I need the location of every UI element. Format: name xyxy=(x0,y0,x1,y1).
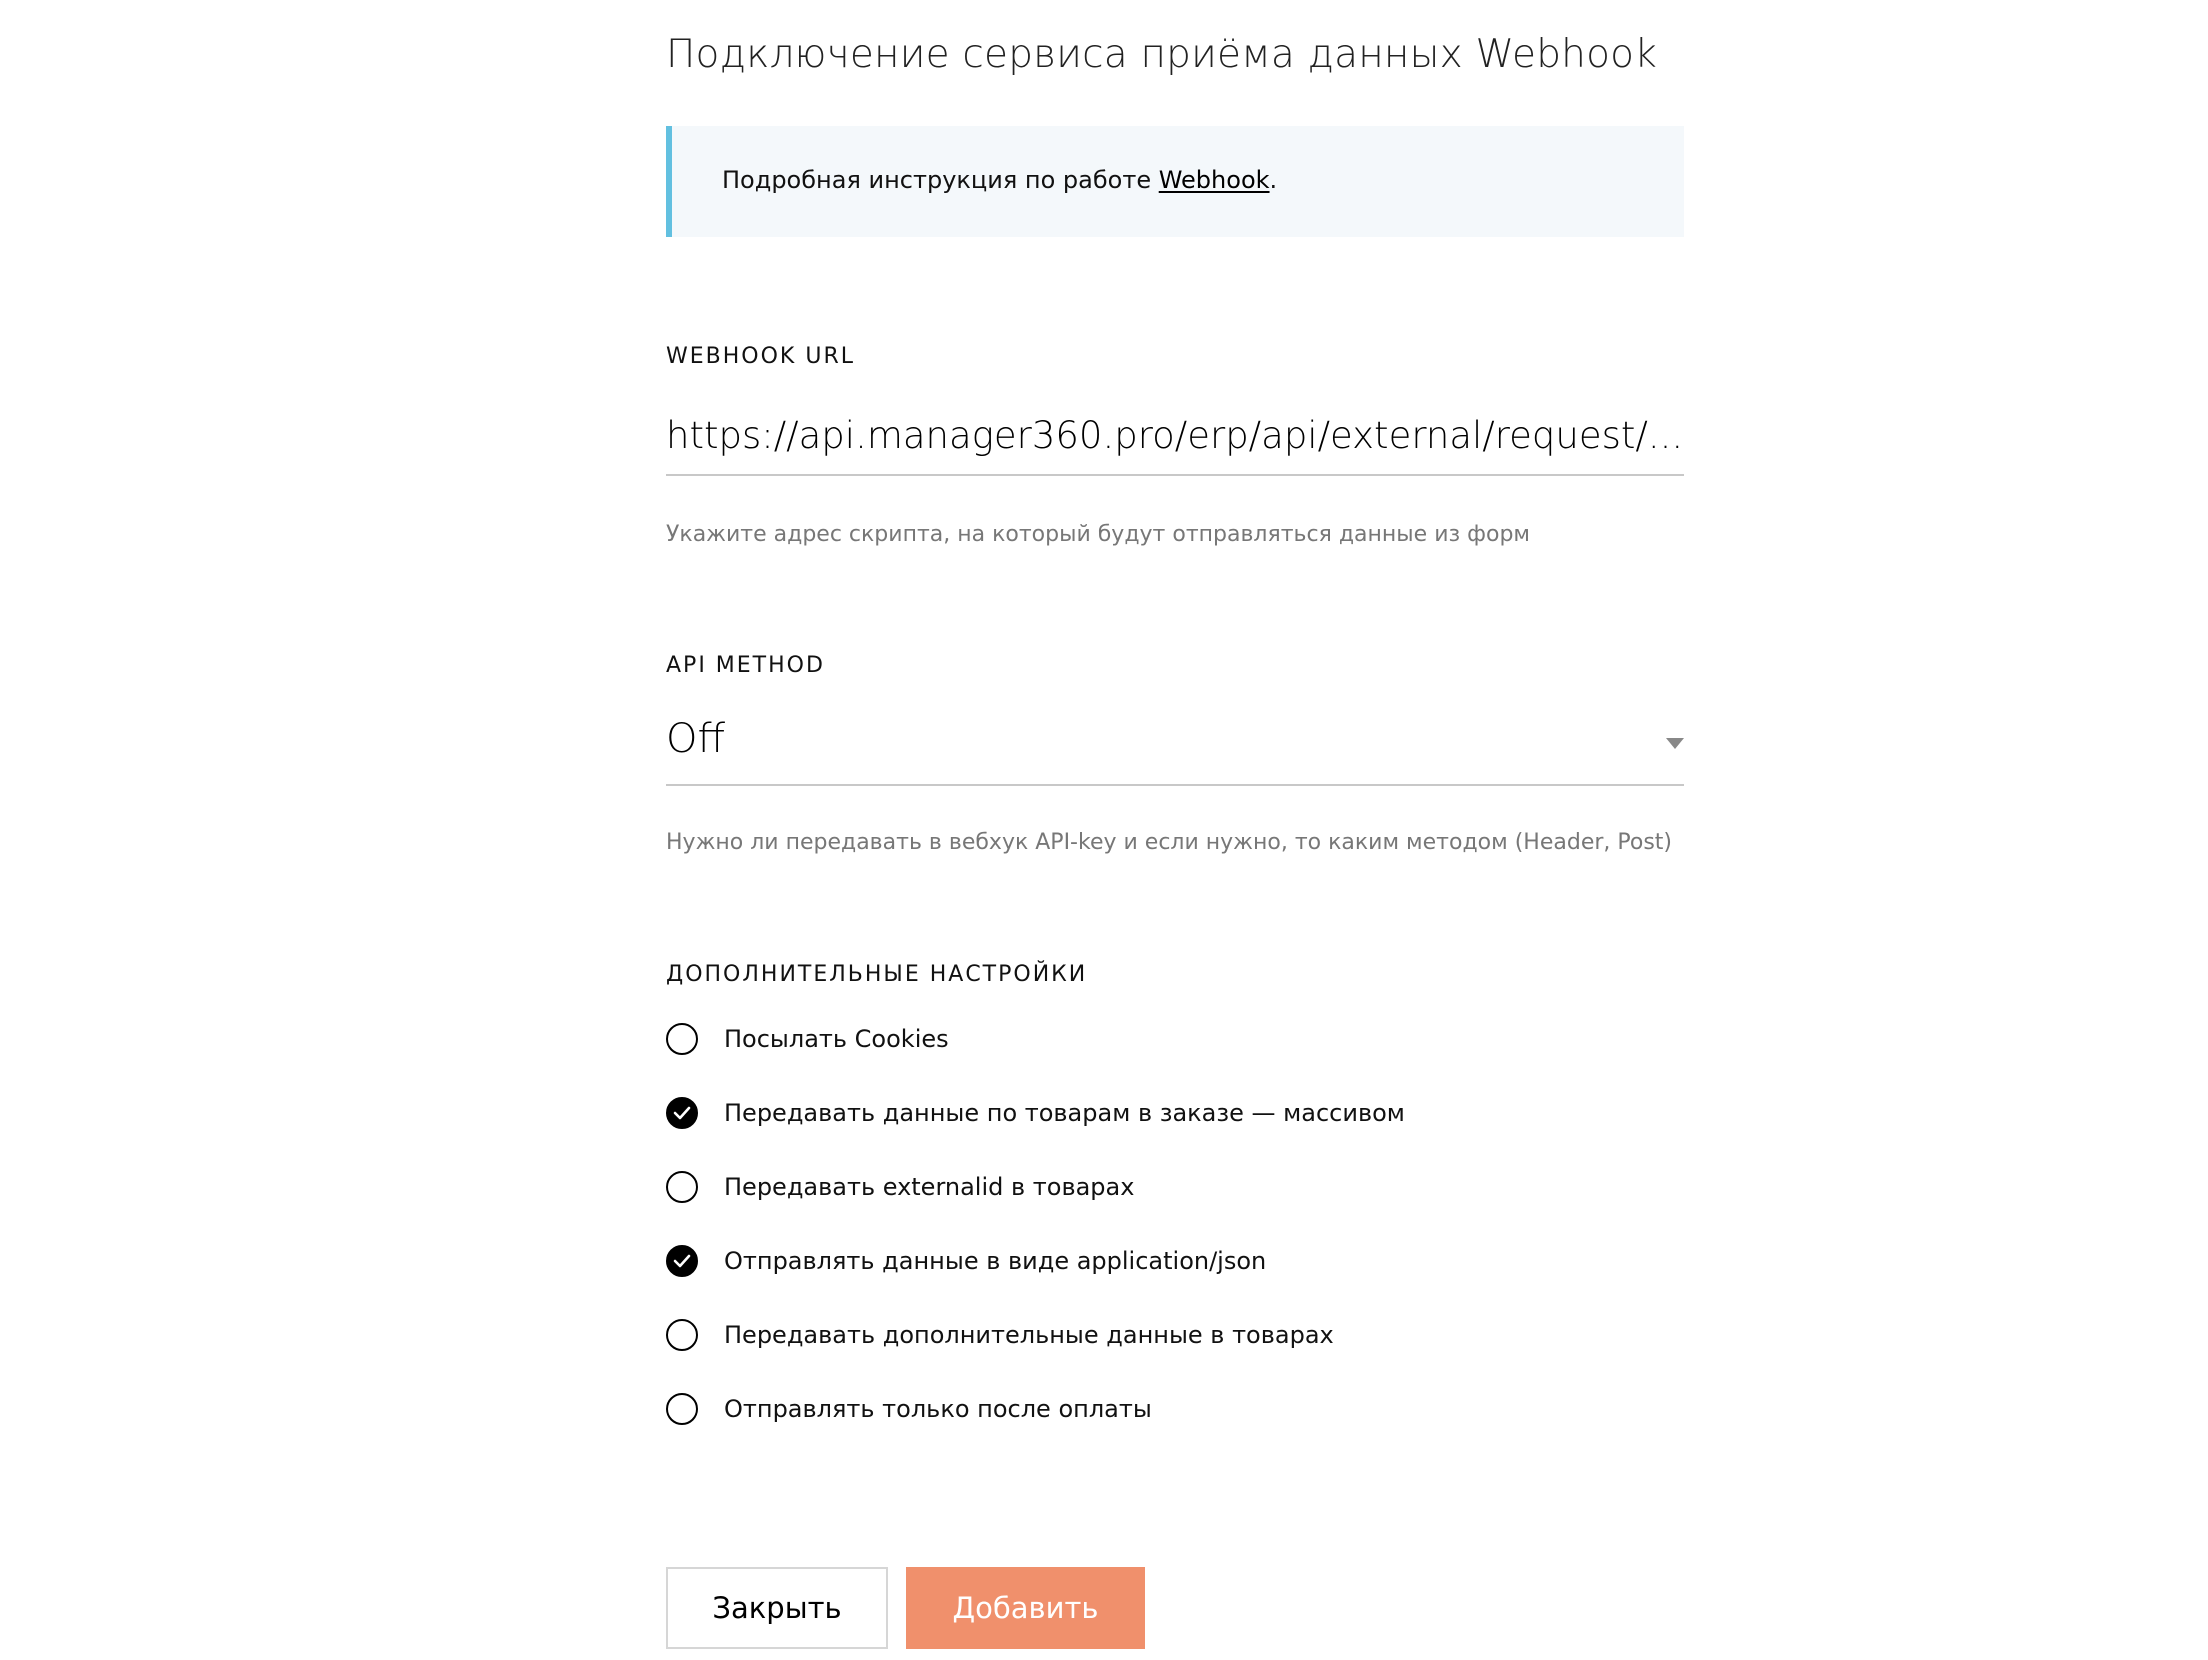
checkbox-icon[interactable] xyxy=(666,1245,698,1277)
option-products-array[interactable] xyxy=(666,1093,1405,1133)
webhook-url-input[interactable]: https://api.manager360.pro/erp/api/external/request/... xyxy=(666,396,1684,476)
api-method-value: Off xyxy=(666,716,726,762)
dropdown-arrow-icon xyxy=(1666,738,1684,749)
info-text xyxy=(722,166,1277,194)
option-label: Отправлять данные в виде application/json xyxy=(724,1247,1267,1275)
option-extra-product-data[interactable] xyxy=(666,1315,1334,1355)
option-label: Передавать externalid в товарах xyxy=(724,1173,1135,1201)
option-label: Передавать дополнительные данные в товарах xyxy=(724,1321,1334,1349)
page-title: Подключение сервиса приёма данных Webhook xyxy=(666,32,1657,77)
option-application-json[interactable] xyxy=(666,1241,1266,1281)
info-text-prefix: Подробная инструкция по работе xyxy=(722,166,1159,194)
close-button[interactable]: Закрыть xyxy=(666,1567,888,1649)
option-after-payment[interactable] xyxy=(666,1389,1152,1429)
checkbox-icon[interactable] xyxy=(666,1393,698,1425)
info-text-suffix: . xyxy=(1269,166,1278,194)
webhook-url-label: WEBHOOK URL xyxy=(666,344,855,369)
checkbox-icon[interactable] xyxy=(666,1171,698,1203)
webhook-form xyxy=(666,0,1684,1660)
extra-settings-label: ДОПОЛНИТЕЛЬНЫЕ НАСТРОЙКИ xyxy=(666,962,1088,987)
checkbox-icon[interactable] xyxy=(666,1097,698,1129)
webhook-instructions-link[interactable]: Webhook xyxy=(1158,166,1270,194)
api-method-select[interactable] xyxy=(666,706,1684,786)
info-box xyxy=(666,126,1684,237)
webhook-url-hint: Укажите адрес скрипта, на который будут отправляться данные из форм xyxy=(666,522,1531,547)
option-label: Отправлять только после оплаты xyxy=(724,1395,1152,1423)
api-method-label: API METHOD xyxy=(666,653,825,678)
checkbox-icon[interactable] xyxy=(666,1023,698,1055)
option-label: Передавать данные по товарам в заказе — массивом xyxy=(724,1099,1405,1127)
option-send-cookies[interactable] xyxy=(666,1019,949,1059)
option-externalid[interactable] xyxy=(666,1167,1134,1207)
checkbox-icon[interactable] xyxy=(666,1319,698,1351)
add-button[interactable]: Добавить xyxy=(906,1567,1145,1649)
api-method-hint: Нужно ли передавать в вебхук API-key и если нужно, то каким методом (Header, Post) xyxy=(666,830,1672,855)
option-label: Посылать Cookies xyxy=(724,1025,949,1053)
